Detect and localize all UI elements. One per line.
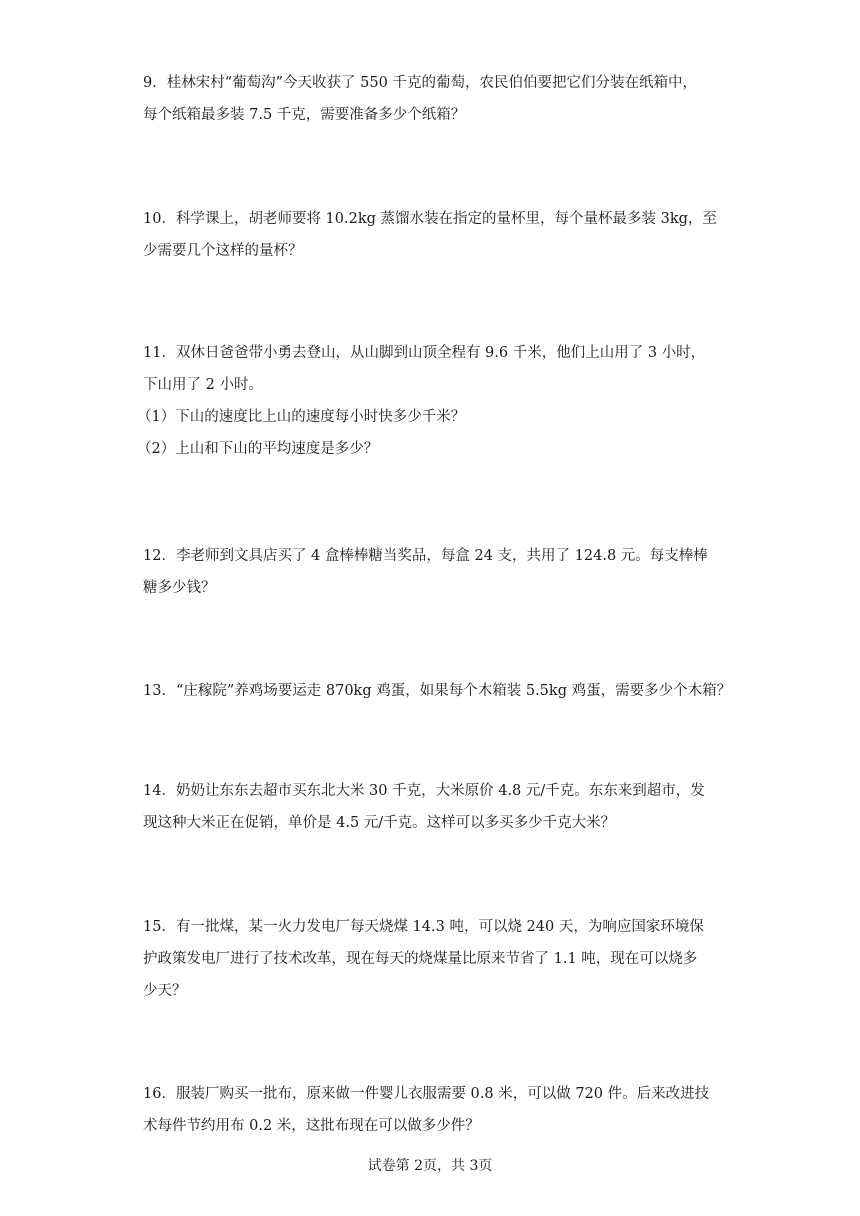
question-10	[143, 203, 723, 267]
question-text-line: 14．奶奶让东东去超市买东北大米 30 千克，大米原价 4.8 元/千克。东东来到超市，发	[143, 783, 705, 799]
question-text-line: 护政策发电厂进行了技术改革，现在每天的烧煤量比原来节省了 1.1 吨，现在可以烧多	[143, 951, 698, 967]
page-footer: 试卷第 2页，共 3页	[367, 1158, 493, 1174]
question-13	[143, 675, 732, 707]
question-14	[143, 775, 723, 839]
question-15	[143, 911, 723, 1007]
question-text-line: 16．服装厂购买一批布，原来做一件婴儿衣服需要 0.8 米，可以做 720 件。后来改进技	[143, 1086, 710, 1102]
sub-question-1: （1）下山的速度比上山的速度每小时快多少千米？	[137, 409, 466, 425]
question-text-line: 少需要几个这样的量杯？	[143, 243, 303, 259]
question-text-line: 9．桂林宋村“葡萄沟”今天收获了 550 千克的葡萄，农民伯伯要把它们分装在纸箱中，	[143, 75, 697, 91]
question-text-line: 术每件节约用布 0.2 米，这批布现在可以做多少件？	[143, 1118, 480, 1134]
question-9	[143, 67, 723, 131]
question-text-line: 每个纸箱最多装 7.5 千克，需要准备多少个纸箱？	[143, 107, 466, 123]
question-11	[137, 337, 723, 465]
question-text-line: 11．双休日爸爸带小勇去登山，从山脚到山顶全程有 9.6 千米，他们上山用了 3 小时，	[143, 345, 706, 361]
question-text-line: 下山用了 2 小时。	[143, 377, 263, 393]
question-text-line: 糖多少钱？	[143, 580, 216, 596]
question-12	[143, 540, 723, 604]
question-text-line: 13．“庄稼院”养鸡场要运走 870kg 鸡蛋，如果每个木箱装 5.5kg 鸡蛋，需要多少个木箱？	[143, 683, 732, 699]
question-text-line: 少天？	[143, 983, 187, 999]
question-16	[143, 1078, 723, 1142]
question-text-line: 15．有一批煤，某一火力发电厂每天烧煤 14.3 吨，可以烧 240 天，为响应国家环境保	[143, 919, 704, 935]
sub-question-2: （2）上山和下山的平均速度是多少？	[137, 441, 379, 457]
question-text-line: 12．李老师到文具店买了 4 盒棒棒糖当奖品，每盒 24 支，共用了 124.8 元。每支棒棒	[143, 548, 708, 564]
question-text-line: 现这种大米正在促销，单价是 4.5 元/千克。这样可以多买多少千克大米？	[143, 815, 616, 831]
question-text-line: 10．科学课上，胡老师要将 10.2kg 蒸馏水装在指定的量杯里，每个量杯最多装 3kg，至	[143, 211, 717, 227]
